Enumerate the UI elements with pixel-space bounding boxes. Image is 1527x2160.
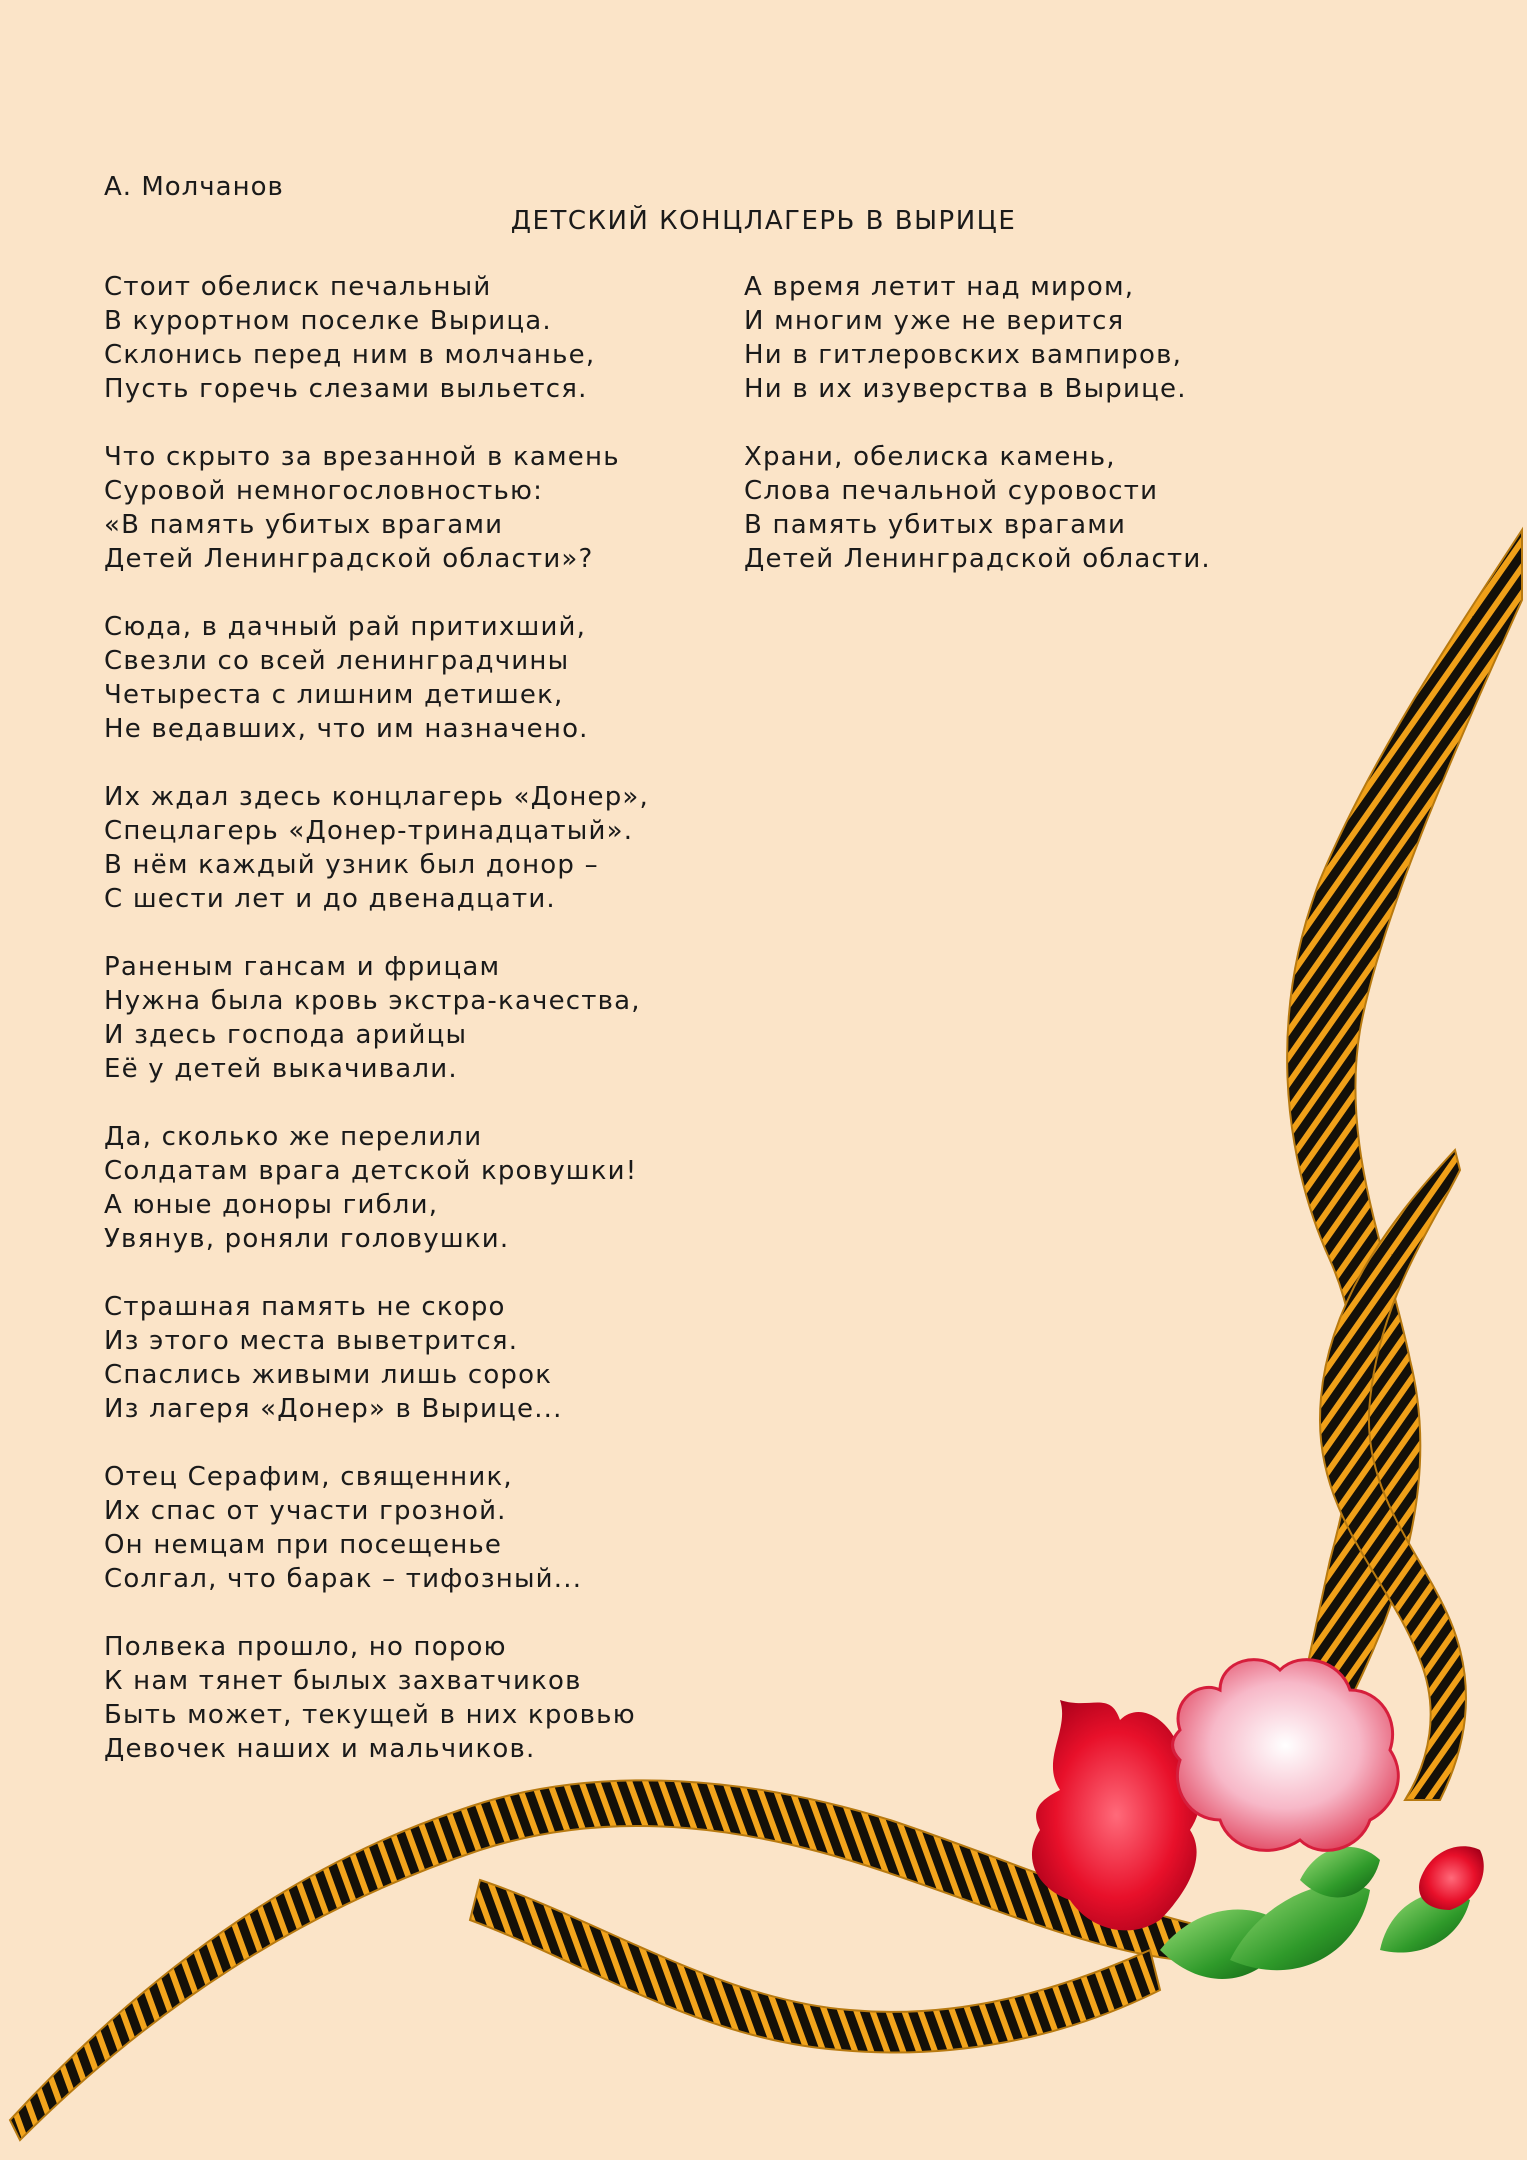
poem-line: Спаслись живыми лишь сорок (104, 1360, 553, 1390)
poem-line: Их ждал здесь концлагерь «Донер», (104, 782, 650, 812)
poem-line: Суровой немногословностью: (104, 476, 544, 506)
stanza (104, 1290, 724, 1426)
poem-line: Свезли со всей ленинградчины (104, 646, 570, 676)
poem-line: Из лагеря «Донер» в Вырице... (104, 1394, 563, 1424)
poem-line: Ни в гитлеровских вампиров, (744, 340, 1183, 370)
poem-line: Храни, обелиска камень, (744, 442, 1116, 472)
poem-line: Четыреста с лишним детишек, (104, 680, 564, 710)
poem-title (0, 206, 1487, 236)
stanza (744, 270, 1304, 406)
stanza (744, 440, 1304, 576)
poem-line: Её у детей выкачивали. (104, 1054, 458, 1084)
poem-line: Отец Серафим, священник, (104, 1462, 513, 1492)
poem-line: Раненым гансам и фрицам (104, 952, 501, 982)
poem-line: Увянув, роняли головушки. (104, 1224, 510, 1254)
poem-line: Стоит обелиск печальный (104, 272, 492, 302)
poem-line: «В память убитых врагами (104, 510, 504, 540)
stanza (104, 610, 724, 746)
poem-line: В память убитых врагами (744, 510, 1127, 540)
poem-line: А время летит над миром, (744, 272, 1135, 302)
stanza (104, 950, 724, 1086)
poem-line: Склонись перед ним в молчанье, (104, 340, 596, 370)
poem-line: С шести лет и до двенадцати. (104, 884, 556, 914)
poem-line: Пусть горечь слезами выльется. (104, 374, 588, 404)
poem-line: Солгал, что барак – тифозный... (104, 1564, 583, 1594)
poem-column-left (104, 270, 724, 1800)
poem-column-right (744, 270, 1304, 610)
poem-line: И многим уже не верится (744, 306, 1125, 336)
poem-line: Ни в их изуверства в Вырице. (744, 374, 1187, 404)
st-george-ribbon-vertical (1287, 530, 1522, 1800)
poem-line: А юные доноры гибли, (104, 1190, 439, 1220)
poem-line: Быть может, текущей в них кровью (104, 1700, 636, 1730)
stanza (104, 1120, 724, 1256)
poem-line: К нам тянет былых захватчиков (104, 1666, 582, 1696)
poem-line: Сюда, в дачный рай притихший, (104, 612, 587, 642)
st-george-ribbon-horizontal (10, 1780, 1220, 2140)
stanza (104, 780, 724, 916)
poem-line: Солдатам врага детской кровушки! (104, 1156, 638, 1186)
poem-line: Из этого места выветрится. (104, 1326, 519, 1356)
poem-title-text: ДЕТСКИЙ КОНЦЛАГЕРЬ В ВЫРИЦЕ (510, 206, 1017, 236)
poem-line: Он немцам при посещенье (104, 1530, 503, 1560)
poem-line: Их спас от участи грозной. (104, 1496, 507, 1526)
poem-line: Слова печальной суровости (744, 476, 1159, 506)
poem-line: Девочек наших и мальчиков. (104, 1734, 536, 1764)
poem-line: В курортном поселке Вырица. (104, 306, 552, 336)
poem-line: И здесь господа арийцы (104, 1020, 468, 1050)
stanza (104, 440, 724, 576)
poem-line: Детей Ленинградской области»? (104, 544, 594, 574)
poem-line: Детей Ленинградской области. (744, 544, 1211, 574)
carnation-flowers (1032, 1660, 1484, 1979)
poem-line: Страшная память не скоро (104, 1292, 506, 1322)
author-name: А. Молчанов (104, 172, 284, 202)
poem-line: Не ведавших, что им назначено. (104, 714, 589, 744)
poem-line: Спецлагерь «Донер-тринадцатый». (104, 816, 634, 846)
poem-line: Нужна была кровь экстра-качества, (104, 986, 641, 1016)
stanza (104, 1460, 724, 1596)
stanza (104, 270, 724, 406)
poem-line: Что скрыто за врезанной в камень (104, 442, 620, 472)
poem-line: Да, сколько же перелили (104, 1122, 483, 1152)
poem-line: В нём каждый узник был донор – (104, 850, 599, 880)
stanza (104, 1630, 724, 1766)
poem-line: Полвека прошло, но порою (104, 1632, 507, 1662)
